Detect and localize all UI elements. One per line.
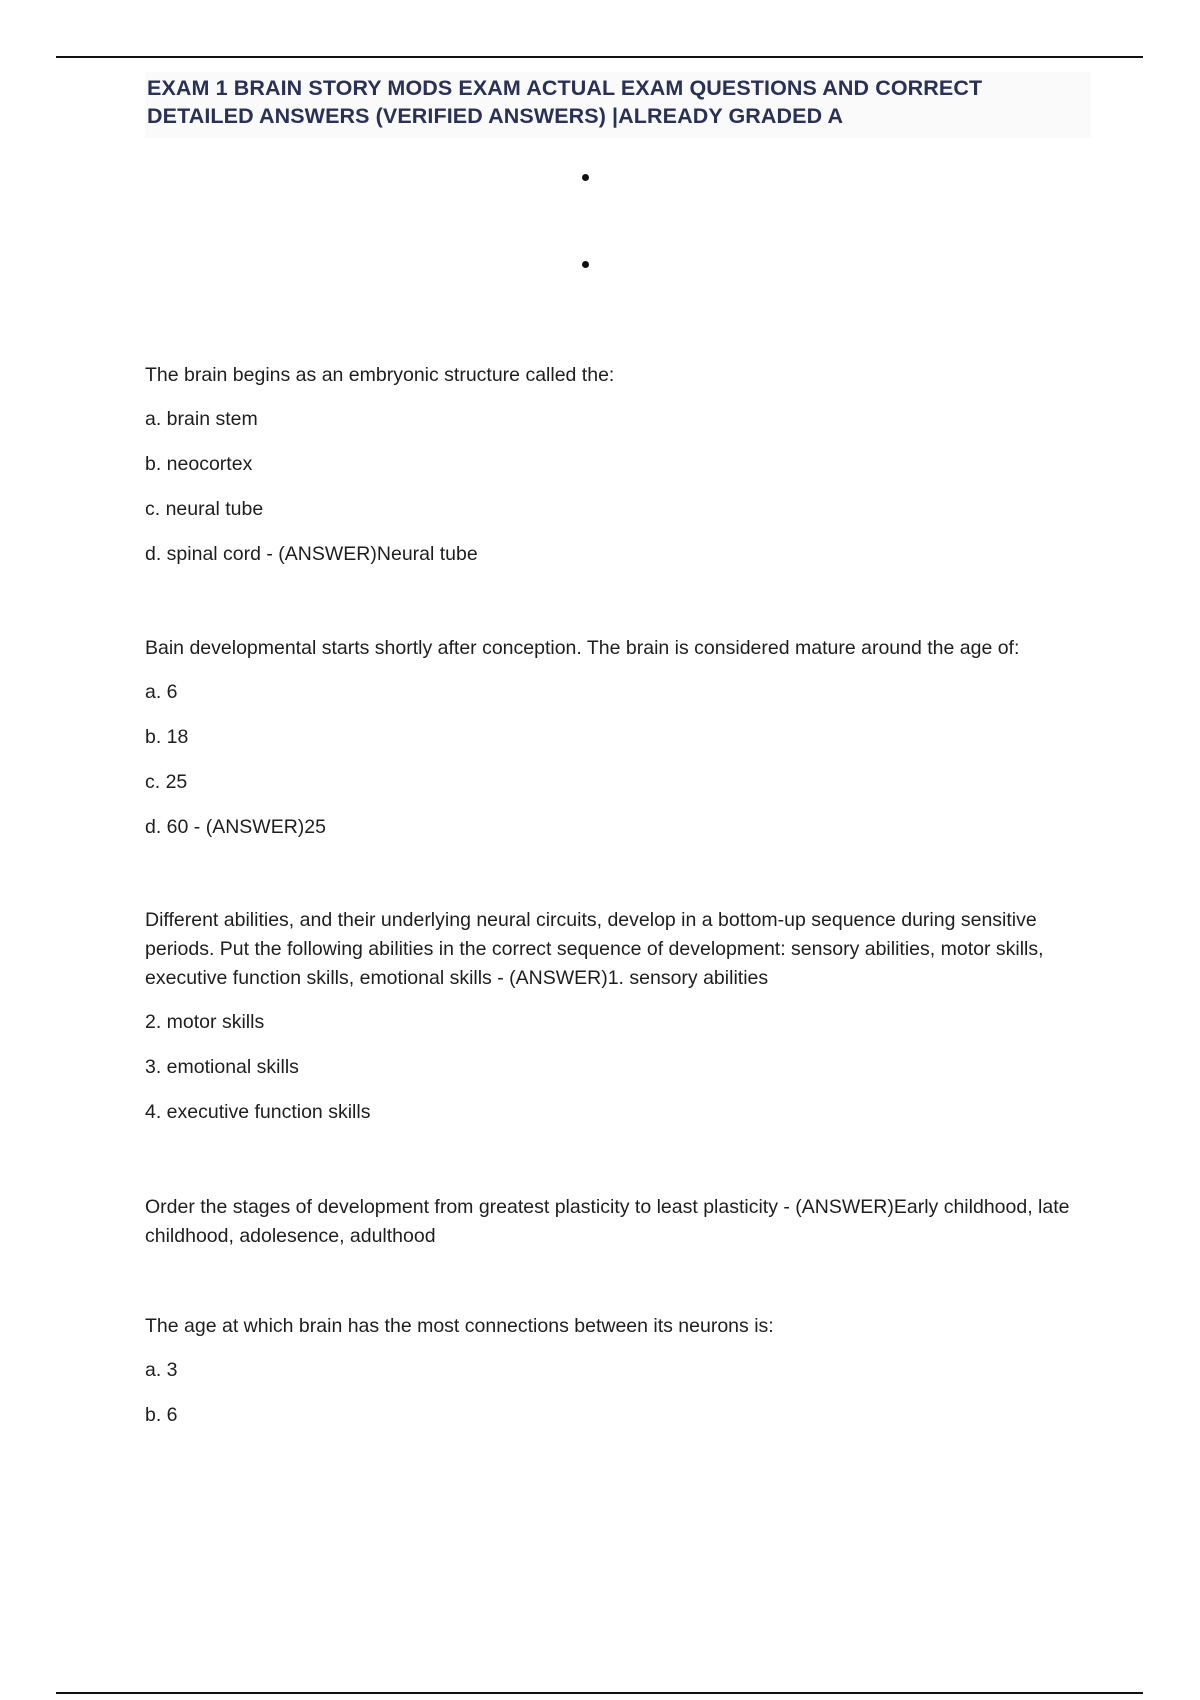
answer-option: a. 3: [145, 1359, 178, 1381]
question-text: Different abilities, and their underlying neural circuits, develop in a bottom-up sequence during sensitive periods. Put the following abilities in the correct sequence of development: sensory abilities, motor skills, executive function skills, emotional skills - (ANSWER)1. sensory abilities: [145, 909, 1044, 989]
question-block: [145, 1193, 1095, 1251]
answer-option: c. 25: [145, 771, 188, 793]
document-title: EXAM 1 BRAIN STORY MODS EXAM ACTUAL EXAM QUESTIONS AND CORRECT DETAILED ANSWERS (VERIFIED ANSWERS) |ALREADY GRADED A: [145, 72, 1091, 138]
question-text: Bain developmental starts shortly after conception. The brain is considered mature around the age of:: [145, 637, 1020, 659]
answer-option: b. 18: [145, 726, 189, 748]
answer-option: d. spinal cord - (ANSWER)Neural tube: [145, 543, 478, 565]
bullet-point: [582, 174, 589, 181]
bullet-point: [582, 261, 589, 268]
answer-option: c. neural tube: [145, 498, 264, 520]
question-text: The age at which brain has the most connections between its neurons is:: [145, 1315, 774, 1337]
answer-option: 3. emotional skills: [145, 1056, 299, 1078]
question-block: [145, 906, 1095, 1124]
question-block: [145, 634, 1095, 839]
question-block: [145, 1312, 1095, 1427]
answer-option: b. 6: [145, 1404, 178, 1426]
answer-option: a. brain stem: [145, 408, 258, 430]
question-text: Order the stages of development from greatest plasticity to least plasticity - (ANSWER)Early childhood, late childhood, adolesence, adulthood: [145, 1196, 1070, 1247]
question-text: The brain begins as an embryonic structure called the:: [145, 364, 615, 386]
answer-option: a. 6: [145, 681, 178, 703]
answer-option: b. neocortex: [145, 453, 253, 475]
answer-option: 2. motor skills: [145, 1011, 265, 1033]
answer-option: d. 60 - (ANSWER)25: [145, 816, 326, 838]
top-rule: [56, 56, 1143, 58]
bottom-rule: [56, 1692, 1143, 1694]
answer-option: 4. executive function skills: [145, 1101, 371, 1123]
question-block: [145, 361, 1095, 566]
